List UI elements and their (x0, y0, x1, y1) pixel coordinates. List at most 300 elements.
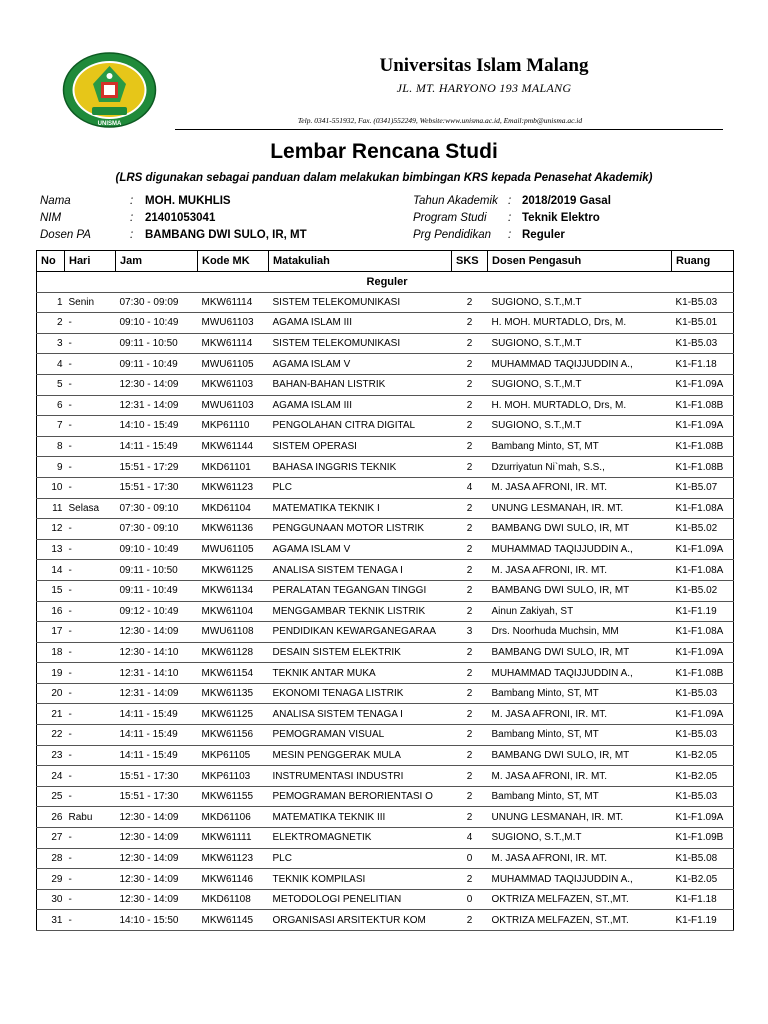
cell-no: 16 (37, 601, 65, 622)
cell-matakuliah: SISTEM OPERASI (269, 436, 452, 457)
university-name: Universitas Islam Malang (379, 55, 589, 76)
cell-kode-mk: MWU61108 (198, 622, 269, 643)
table-row (37, 416, 734, 437)
column-header-dosen: Dosen Pengasuh (488, 251, 672, 272)
cell-dosen: H. MOH. MURTADLO, Drs, M. (488, 395, 672, 416)
table-row (37, 663, 734, 684)
cell-kode-mk: MKD61101 (198, 457, 269, 478)
table-row (37, 580, 734, 601)
cell-ruang: K1-F1.18 (672, 354, 734, 375)
cell-ruang: K1-F1.19 (672, 910, 734, 931)
table-header-row (37, 251, 734, 272)
table-row (37, 807, 734, 828)
cell-sks: 2 (452, 807, 488, 828)
cell-ruang: K1-B5.02 (672, 519, 734, 540)
cell-jam: 09:11 - 10:50 (116, 560, 198, 581)
cell-ruang: K1-F1.08B (672, 663, 734, 684)
cell-ruang: K1-F1.08A (672, 622, 734, 643)
column-header-matakuliah: Matakuliah (269, 251, 452, 272)
cell-hari: - (65, 683, 116, 704)
cell-hari: - (65, 663, 116, 684)
cell-kode-mk: MKW61145 (198, 910, 269, 931)
cell-matakuliah: PERALATAN TEGANGAN TINGGI (269, 580, 452, 601)
page-title: Lembar Rencana Studi (270, 140, 498, 163)
cell-kode-mk: MKW61146 (198, 869, 269, 890)
column-header-sks: SKS (452, 251, 488, 272)
cell-jam: 12:30 - 14:09 (116, 807, 198, 828)
info-label: Program Studi (413, 212, 487, 224)
cell-kode-mk: MKW61154 (198, 663, 269, 684)
cell-no: 9 (37, 457, 65, 478)
cell-hari: - (65, 766, 116, 787)
cell-no: 24 (37, 766, 65, 787)
cell-kode-mk: MKD61106 (198, 807, 269, 828)
cell-jam: 12:30 - 14:09 (116, 848, 198, 869)
cell-jam: 12:30 - 14:09 (116, 622, 198, 643)
cell-kode-mk: MKW61103 (198, 374, 269, 395)
cell-hari: - (65, 416, 116, 437)
cell-jam: 15:51 - 17:30 (116, 477, 198, 498)
cell-no: 2 (37, 313, 65, 334)
cell-sks: 0 (452, 889, 488, 910)
cell-kode-mk: MKW61144 (198, 436, 269, 457)
cell-hari: - (65, 622, 116, 643)
cell-no: 20 (37, 683, 65, 704)
cell-hari: - (65, 457, 116, 478)
cell-matakuliah: PLC (269, 848, 452, 869)
cell-dosen: MUHAMMAD TAQIJJUDDIN A., (488, 354, 672, 375)
cell-hari: Senin (65, 292, 116, 313)
cell-hari: - (65, 848, 116, 869)
university-address: JL. MT. HARYONO 193 MALANG (396, 81, 572, 95)
cell-ruang: K1-F1.08A (672, 498, 734, 519)
cell-hari: - (65, 436, 116, 457)
cell-sks: 2 (452, 436, 488, 457)
cell-sks: 2 (452, 560, 488, 581)
cell-no: 22 (37, 725, 65, 746)
cell-dosen: M. JASA AFRONI, IR. MT. (488, 848, 672, 869)
cell-matakuliah: AGAMA ISLAM III (269, 395, 452, 416)
cell-dosen: Bambang Minto, ST, MT (488, 683, 672, 704)
cell-kode-mk: MKD61108 (198, 889, 269, 910)
cell-jam: 09:11 - 10:50 (116, 333, 198, 354)
info-colon: : (130, 195, 134, 207)
table-row (37, 766, 734, 787)
cell-matakuliah: ORGANISASI ARSITEKTUR KOM (269, 910, 452, 931)
letterhead (0, 0, 768, 140)
cell-no: 13 (37, 539, 65, 560)
cell-ruang: K1-B2.05 (672, 745, 734, 766)
cell-matakuliah: AGAMA ISLAM V (269, 539, 452, 560)
cell-ruang: K1-B5.08 (672, 848, 734, 869)
cell-jam: 09:10 - 10:49 (116, 539, 198, 560)
cell-sks: 2 (452, 601, 488, 622)
cell-kode-mk: MKD61104 (198, 498, 269, 519)
table-row (37, 786, 734, 807)
cell-sks: 2 (452, 498, 488, 519)
cell-hari: - (65, 601, 116, 622)
cell-dosen: SUGIONO, S.T.,M.T (488, 374, 672, 395)
cell-sks: 2 (452, 786, 488, 807)
cell-no: 3 (37, 333, 65, 354)
table-row (37, 292, 734, 313)
info-colon: : (130, 212, 134, 224)
table-row (37, 457, 734, 478)
cell-dosen: H. MOH. MURTADLO, Drs, M. (488, 313, 672, 334)
group-row (37, 272, 734, 293)
cell-ruang: K1-F1.08B (672, 436, 734, 457)
cell-dosen: Bambang Minto, ST, MT (488, 786, 672, 807)
cell-no: 28 (37, 848, 65, 869)
cell-dosen: BAMBANG DWI SULO, IR, MT (488, 519, 672, 540)
cell-jam: 14:11 - 15:49 (116, 436, 198, 457)
cell-sks: 2 (452, 642, 488, 663)
cell-ruang: K1-F1.09A (672, 642, 734, 663)
cell-dosen: OKTRIZA MELFAZEN, ST.,MT. (488, 889, 672, 910)
cell-jam: 14:11 - 15:49 (116, 745, 198, 766)
cell-dosen: M. JASA AFRONI, IR. MT. (488, 477, 672, 498)
cell-jam: 12:30 - 14:10 (116, 642, 198, 663)
table-row (37, 642, 734, 663)
cell-jam: 12:30 - 14:09 (116, 374, 198, 395)
cell-sks: 2 (452, 416, 488, 437)
cell-ruang: K1-F1.09A (672, 374, 734, 395)
cell-matakuliah: MATEMATIKA TEKNIK I (269, 498, 452, 519)
cell-matakuliah: AGAMA ISLAM III (269, 313, 452, 334)
cell-kode-mk: MKP61110 (198, 416, 269, 437)
table-row (37, 725, 734, 746)
cell-dosen: MUHAMMAD TAQIJJUDDIN A., (488, 539, 672, 560)
cell-matakuliah: ELEKTROMAGNETIK (269, 828, 452, 849)
info-tahun-akademik (413, 193, 733, 209)
cell-dosen: UNUNG LESMANAH, IR. MT. (488, 498, 672, 519)
university-logo (62, 52, 157, 128)
cell-sks: 2 (452, 313, 488, 334)
cell-jam: 12:31 - 14:10 (116, 663, 198, 684)
cell-no: 25 (37, 786, 65, 807)
cell-jam: 14:11 - 15:49 (116, 704, 198, 725)
cell-ruang: K1-B5.03 (672, 292, 734, 313)
table-row (37, 539, 734, 560)
table-row (37, 436, 734, 457)
cell-sks: 2 (452, 519, 488, 540)
info-label: Dosen PA (40, 229, 91, 241)
table-row (37, 354, 734, 375)
cell-dosen: SUGIONO, S.T.,M.T (488, 828, 672, 849)
cell-hari: Selasa (65, 498, 116, 519)
cell-ruang: K1-F1.19 (672, 601, 734, 622)
info-label: Tahun Akademik (413, 195, 498, 207)
cell-sks: 2 (452, 374, 488, 395)
cell-dosen: Bambang Minto, ST, MT (488, 725, 672, 746)
column-header-kode-mk: Kode MK (198, 251, 269, 272)
cell-matakuliah: PLC (269, 477, 452, 498)
cell-kode-mk: MKW61156 (198, 725, 269, 746)
cell-sks: 4 (452, 477, 488, 498)
cell-no: 29 (37, 869, 65, 890)
table-row (37, 869, 734, 890)
cell-sks: 2 (452, 354, 488, 375)
cell-ruang: K1-F1.18 (672, 889, 734, 910)
cell-jam: 15:51 - 17:29 (116, 457, 198, 478)
cell-hari: - (65, 725, 116, 746)
cell-kode-mk: MKP61103 (198, 766, 269, 787)
info-dosen-pa (40, 227, 400, 243)
cell-sks: 2 (452, 333, 488, 354)
cell-dosen: UNUNG LESMANAH, IR. MT. (488, 807, 672, 828)
cell-matakuliah: SISTEM TELEKOMUNIKASI (269, 333, 452, 354)
cell-dosen: OKTRIZA MELFAZEN, ST.,MT. (488, 910, 672, 931)
cell-kode-mk: MWU61103 (198, 395, 269, 416)
cell-ruang: K1-F1.08B (672, 457, 734, 478)
cell-no: 10 (37, 477, 65, 498)
cell-matakuliah: PENDIDIKAN KEWARGANEGARAA (269, 622, 452, 643)
cell-sks: 2 (452, 683, 488, 704)
cell-jam: 12:31 - 14:09 (116, 395, 198, 416)
cell-no: 30 (37, 889, 65, 910)
cell-jam: 12:30 - 14:09 (116, 889, 198, 910)
cell-jam: 07:30 - 09:10 (116, 519, 198, 540)
cell-hari: - (65, 869, 116, 890)
cell-hari: - (65, 354, 116, 375)
cell-no: 17 (37, 622, 65, 643)
info-nim (40, 210, 400, 226)
column-header-hari: Hari (65, 251, 116, 272)
cell-kode-mk: MWU61105 (198, 539, 269, 560)
cell-hari: - (65, 786, 116, 807)
cell-ruang: K1-B5.03 (672, 683, 734, 704)
cell-matakuliah: TEKNIK ANTAR MUKA (269, 663, 452, 684)
cell-ruang: K1-F1.08A (672, 560, 734, 581)
cell-hari: - (65, 910, 116, 931)
cell-sks: 2 (452, 580, 488, 601)
cell-ruang: K1-B5.03 (672, 333, 734, 354)
cell-kode-mk: MWU61105 (198, 354, 269, 375)
cell-hari: - (65, 395, 116, 416)
cell-sks: 2 (452, 725, 488, 746)
cell-matakuliah: SISTEM TELEKOMUNIKASI (269, 292, 452, 313)
cell-dosen: MUHAMMAD TAQIJJUDDIN A., (488, 663, 672, 684)
cell-sks: 2 (452, 395, 488, 416)
cell-ruang: K1-B2.05 (672, 869, 734, 890)
cell-ruang: K1-B5.03 (672, 725, 734, 746)
cell-hari: - (65, 374, 116, 395)
cell-dosen: SUGIONO, S.T.,M.T (488, 416, 672, 437)
cell-no: 27 (37, 828, 65, 849)
cell-no: 15 (37, 580, 65, 601)
cell-sks: 3 (452, 622, 488, 643)
cell-matakuliah: METODOLOGI PENELITIAN (269, 889, 452, 910)
table-row (37, 910, 734, 931)
cell-jam: 09:10 - 10:49 (116, 313, 198, 334)
cell-dosen: SUGIONO, S.T.,M.T (488, 292, 672, 313)
cell-hari: - (65, 560, 116, 581)
cell-ruang: K1-F1.09A (672, 704, 734, 725)
info-label: Prg Pendidikan (413, 229, 491, 241)
cell-kode-mk: MKW61123 (198, 848, 269, 869)
cell-dosen: BAMBANG DWI SULO, IR, MT (488, 745, 672, 766)
cell-dosen: Dzurriyatun Ni`mah, S.S., (488, 457, 672, 478)
cell-kode-mk: MWU61103 (198, 313, 269, 334)
cell-no: 23 (37, 745, 65, 766)
svg-text:UNISMA: UNISMA (97, 121, 122, 127)
cell-jam: 07:30 - 09:09 (116, 292, 198, 313)
table-row (37, 333, 734, 354)
cell-no: 1 (37, 292, 65, 313)
table-row (37, 889, 734, 910)
table-row (37, 828, 734, 849)
cell-kode-mk: MKW61123 (198, 477, 269, 498)
cell-dosen: Ainun Zakiyah, ST (488, 601, 672, 622)
table-row (37, 374, 734, 395)
cell-hari: - (65, 828, 116, 849)
cell-dosen: Bambang Minto, ST, MT (488, 436, 672, 457)
info-colon: : (508, 229, 512, 241)
cell-kode-mk: MKW61114 (198, 292, 269, 313)
cell-ruang: K1-B5.07 (672, 477, 734, 498)
cell-sks: 0 (452, 848, 488, 869)
cell-hari: - (65, 477, 116, 498)
cell-kode-mk: MKW61135 (198, 683, 269, 704)
cell-no: 8 (37, 436, 65, 457)
cell-matakuliah: MATEMATIKA TEKNIK III (269, 807, 452, 828)
cell-matakuliah: TEKNIK KOMPILASI (269, 869, 452, 890)
cell-sks: 2 (452, 704, 488, 725)
cell-sks: 2 (452, 292, 488, 313)
cell-hari: - (65, 333, 116, 354)
cell-no: 5 (37, 374, 65, 395)
cell-dosen: BAMBANG DWI SULO, IR, MT (488, 580, 672, 601)
cell-jam: 12:31 - 14:09 (116, 683, 198, 704)
info-label: NIM (40, 212, 62, 224)
cell-sks: 2 (452, 745, 488, 766)
cell-ruang: K1-F1.09A (672, 807, 734, 828)
cell-kode-mk: MKW61134 (198, 580, 269, 601)
table-row (37, 313, 734, 334)
cell-jam: 07:30 - 09:10 (116, 498, 198, 519)
cell-no: 19 (37, 663, 65, 684)
table-row (37, 704, 734, 725)
cell-matakuliah: AGAMA ISLAM V (269, 354, 452, 375)
cell-no: 6 (37, 395, 65, 416)
info-program-studi (413, 210, 733, 226)
cell-hari: - (65, 313, 116, 334)
cell-hari: - (65, 704, 116, 725)
cell-matakuliah: PENGOLAHAN CITRA DIGITAL (269, 416, 452, 437)
cell-ruang: K1-F1.09B (672, 828, 734, 849)
cell-jam: 12:30 - 14:09 (116, 828, 198, 849)
info-nama (40, 193, 400, 209)
cell-no: 12 (37, 519, 65, 540)
cell-jam: 09:11 - 10:49 (116, 354, 198, 375)
cell-matakuliah: MESIN PENGGERAK MULA (269, 745, 452, 766)
cell-matakuliah: ANALISA SISTEM TENAGA I (269, 704, 452, 725)
column-header-jam: Jam (116, 251, 198, 272)
cell-sks: 2 (452, 663, 488, 684)
cell-sks: 2 (452, 869, 488, 890)
cell-matakuliah: INSTRUMENTASI INDUSTRI (269, 766, 452, 787)
cell-hari: - (65, 889, 116, 910)
info-value: Reguler (522, 229, 565, 241)
cell-jam: 15:51 - 17:30 (116, 786, 198, 807)
column-header-no: No (37, 251, 65, 272)
cell-matakuliah: PEMOGRAMAN BERORIENTASI O (269, 786, 452, 807)
cell-ruang: K1-F1.09A (672, 539, 734, 560)
table-row (37, 477, 734, 498)
page-subtitle: (LRS digunakan sebagai panduan dalam melakukan bimbingan KRS kepada Penasehat Akademik) (115, 172, 653, 184)
cell-matakuliah: PEMOGRAMAN VISUAL (269, 725, 452, 746)
cell-sks: 2 (452, 539, 488, 560)
university-contact: Telp. 0341-551932, Fax. (0341)552249, Website:www.unisma.ac.id, Email:pmb@unisma.ac.id (297, 116, 583, 125)
table-row (37, 745, 734, 766)
cell-ruang: K1-B5.02 (672, 580, 734, 601)
table-row (37, 601, 734, 622)
cell-matakuliah: MENGGAMBAR TEKNIK LISTRIK (269, 601, 452, 622)
cell-kode-mk: MKW61125 (198, 560, 269, 581)
cell-matakuliah: EKONOMI TENAGA LISTRIK (269, 683, 452, 704)
cell-jam: 14:11 - 15:49 (116, 725, 198, 746)
cell-hari: - (65, 519, 116, 540)
cell-hari: Rabu (65, 807, 116, 828)
cell-dosen: SUGIONO, S.T.,M.T (488, 333, 672, 354)
cell-hari: - (65, 642, 116, 663)
cell-ruang: K1-F1.09A (672, 416, 734, 437)
table-row (37, 498, 734, 519)
cell-kode-mk: MKW61125 (198, 704, 269, 725)
table-row (37, 560, 734, 581)
table-row (37, 848, 734, 869)
cell-jam: 14:10 - 15:49 (116, 416, 198, 437)
table-row (37, 683, 734, 704)
info-prg-pendidikan (413, 227, 733, 243)
cell-kode-mk: MKW61155 (198, 786, 269, 807)
group-label: Reguler (37, 272, 734, 293)
cell-ruang: K1-B5.01 (672, 313, 734, 334)
cell-ruang: K1-F1.08B (672, 395, 734, 416)
cell-jam: 09:12 - 10:49 (116, 601, 198, 622)
table-row (37, 395, 734, 416)
cell-hari: - (65, 745, 116, 766)
info-colon: : (508, 212, 512, 224)
cell-jam: 15:51 - 17:30 (116, 766, 198, 787)
cell-dosen: M. JASA AFRONI, IR. MT. (488, 704, 672, 725)
table-row (37, 519, 734, 540)
cell-kode-mk: MKW61128 (198, 642, 269, 663)
cell-matakuliah: PENGGUNAAN MOTOR LISTRIK (269, 519, 452, 540)
header-divider (175, 129, 723, 130)
info-value: Teknik Elektro (522, 212, 600, 224)
cell-no: 26 (37, 807, 65, 828)
info-colon: : (508, 195, 512, 207)
cell-matakuliah: BAHAN-BAHAN LISTRIK (269, 374, 452, 395)
cell-no: 14 (37, 560, 65, 581)
cell-ruang: K1-B2.05 (672, 766, 734, 787)
cell-kode-mk: MKP61105 (198, 745, 269, 766)
cell-dosen: Drs. Noorhuda Muchsin, MM (488, 622, 672, 643)
cell-matakuliah: BAHASA INGGRIS TEKNIK (269, 457, 452, 478)
cell-no: 4 (37, 354, 65, 375)
cell-sks: 2 (452, 457, 488, 478)
cell-jam: 09:11 - 10:49 (116, 580, 198, 601)
cell-jam: 12:30 - 14:09 (116, 869, 198, 890)
cell-dosen: M. JASA AFRONI, IR. MT. (488, 560, 672, 581)
cell-no: 18 (37, 642, 65, 663)
cell-dosen: MUHAMMAD TAQIJJUDDIN A., (488, 869, 672, 890)
info-colon: : (130, 229, 134, 241)
study-plan-table (36, 250, 734, 931)
cell-dosen: M. JASA AFRONI, IR. MT. (488, 766, 672, 787)
info-value: MOH. MUKHLIS (145, 195, 231, 207)
